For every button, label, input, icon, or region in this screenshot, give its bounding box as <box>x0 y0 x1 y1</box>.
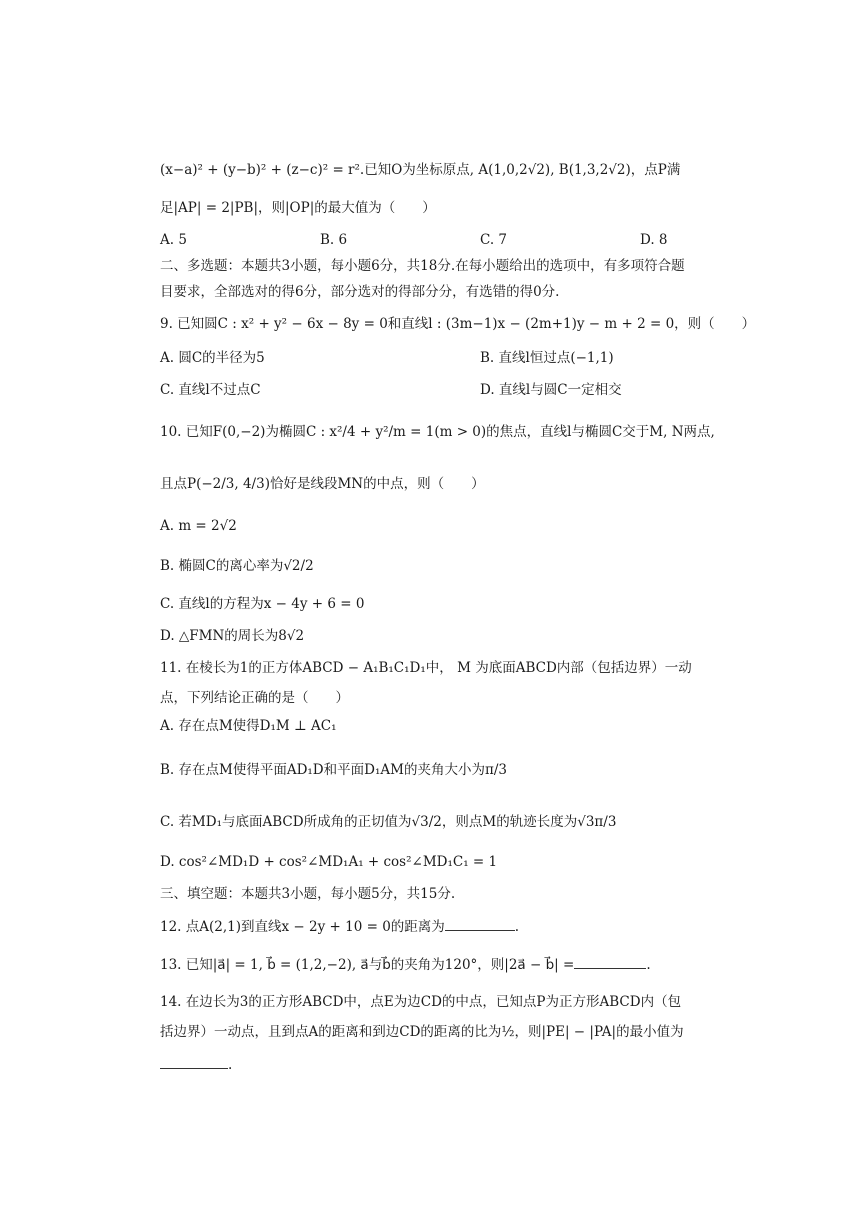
q11-option-d: D. cos²∠MD₁D + cos²∠MD₁A₁ + cos²∠MD₁C₁ = 1 <box>160 854 498 870</box>
q8-option-d: D. 8 <box>640 232 668 248</box>
q9-option-b: B. 直线l恒过点(−1,1) <box>480 350 614 366</box>
q9-option-a: A. 圆C的半径为5 <box>160 350 265 366</box>
q9-stem: 9. 已知圆C : x² + y² − 6x − 8y = 0和直线l : (3m−1)x − (2m+1)y − m + 2 = 0，则（ ） <box>160 316 756 332</box>
q12-text: 12. 点A(2,1)到直线x − 2y + 10 = 0的距离为 <box>160 919 445 935</box>
q8-line-2: 足|AP| = 2|PB|，则|OP|的最大值为（ ） <box>160 200 436 216</box>
q10-line-2: 且点P(−2/3, 4/3)恰好是线段MN的中点，则（ ） <box>160 476 485 492</box>
q8-option-b: B. 6 <box>320 232 348 248</box>
q13-end: . <box>646 957 651 973</box>
q14-line-3 <box>160 1054 232 1075</box>
q14-line-2: 括边界）一动点，且到点A的距离和到边CD的距离的比为½，则|PE| − |PA|的最小值为 <box>160 1024 684 1040</box>
q12-answer-blank[interactable] <box>445 916 515 931</box>
q8-option-a: A. 5 <box>160 232 187 248</box>
q9-option-c: C. 直线l不过点C <box>160 382 261 398</box>
q11-option-c: C. 若MD₁与底面ABCD所成角的正切值为√3/2，则点M的轨迹长度为√3π/3 <box>160 814 617 830</box>
question-13 <box>160 954 651 975</box>
q8-line-1: (x−a)² + (y−b)² + (z−c)² = r².已知O为坐标原点, A(1,0,2√2), B(1,3,2√2)，点P满 <box>160 162 681 178</box>
question-12 <box>160 916 519 937</box>
q11-line-2: 点，下列结论正确的是（ ） <box>160 690 349 706</box>
sec2-line-1: 二、多选题：本题共3小题，每小题6分，共18分.在每小题给出的选项中，有多项符合题 <box>160 258 685 274</box>
q9-option-d: D. 直线l与圆C一定相交 <box>480 382 622 398</box>
q8-option-c: C. 7 <box>480 232 508 248</box>
q13-answer-blank[interactable] <box>574 954 646 969</box>
q11-option-a: A. 存在点M使得D₁M ⊥ AC₁ <box>160 718 337 734</box>
q13-text: 13. 已知|a⃗| = 1, b⃗ = (1,2,−2), a⃗与b⃗的夹角为120°，则|2a⃗ − b⃗| = <box>160 957 575 973</box>
q14-end: . <box>228 1057 233 1073</box>
q10-line-1: 10. 已知F(0,−2)为椭圆C : x²/4 + y²/m = 1(m > 0)的焦点，直线l与椭圆C交于M, N两点, <box>160 424 715 440</box>
section-3-header: 三、填空题：本题共3小题，每小题5分，共15分. <box>160 886 456 902</box>
q10-option-d: D. △FMN的周长为8√2 <box>160 628 305 644</box>
q10-option-a: A. m = 2√2 <box>160 518 237 534</box>
q12-end: . <box>514 919 520 935</box>
q11-line-1: 11. 在棱长为1的正方体ABCD − A₁B₁C₁D₁中， M 为底面ABCD内部（包括边界）一动 <box>160 660 692 676</box>
q14-answer-blank[interactable] <box>160 1054 228 1069</box>
sec2-line-2: 目要求，全部选对的得6分，部分选对的得部分分，有选错的得0分. <box>160 284 560 300</box>
q10-option-c: C. 直线l的方程为x − 4y + 6 = 0 <box>160 596 365 612</box>
q10-option-b: B. 椭圆C的离心率为√2/2 <box>160 558 314 574</box>
q14-line-1: 14. 在边长为3的正方形ABCD中，点E为边CD的中点，已知点P为正方形ABCD内（包 <box>160 994 682 1010</box>
q11-option-b: B. 存在点M使得平面AD₁D和平面D₁AM的夹角大小为π/3 <box>160 762 507 778</box>
